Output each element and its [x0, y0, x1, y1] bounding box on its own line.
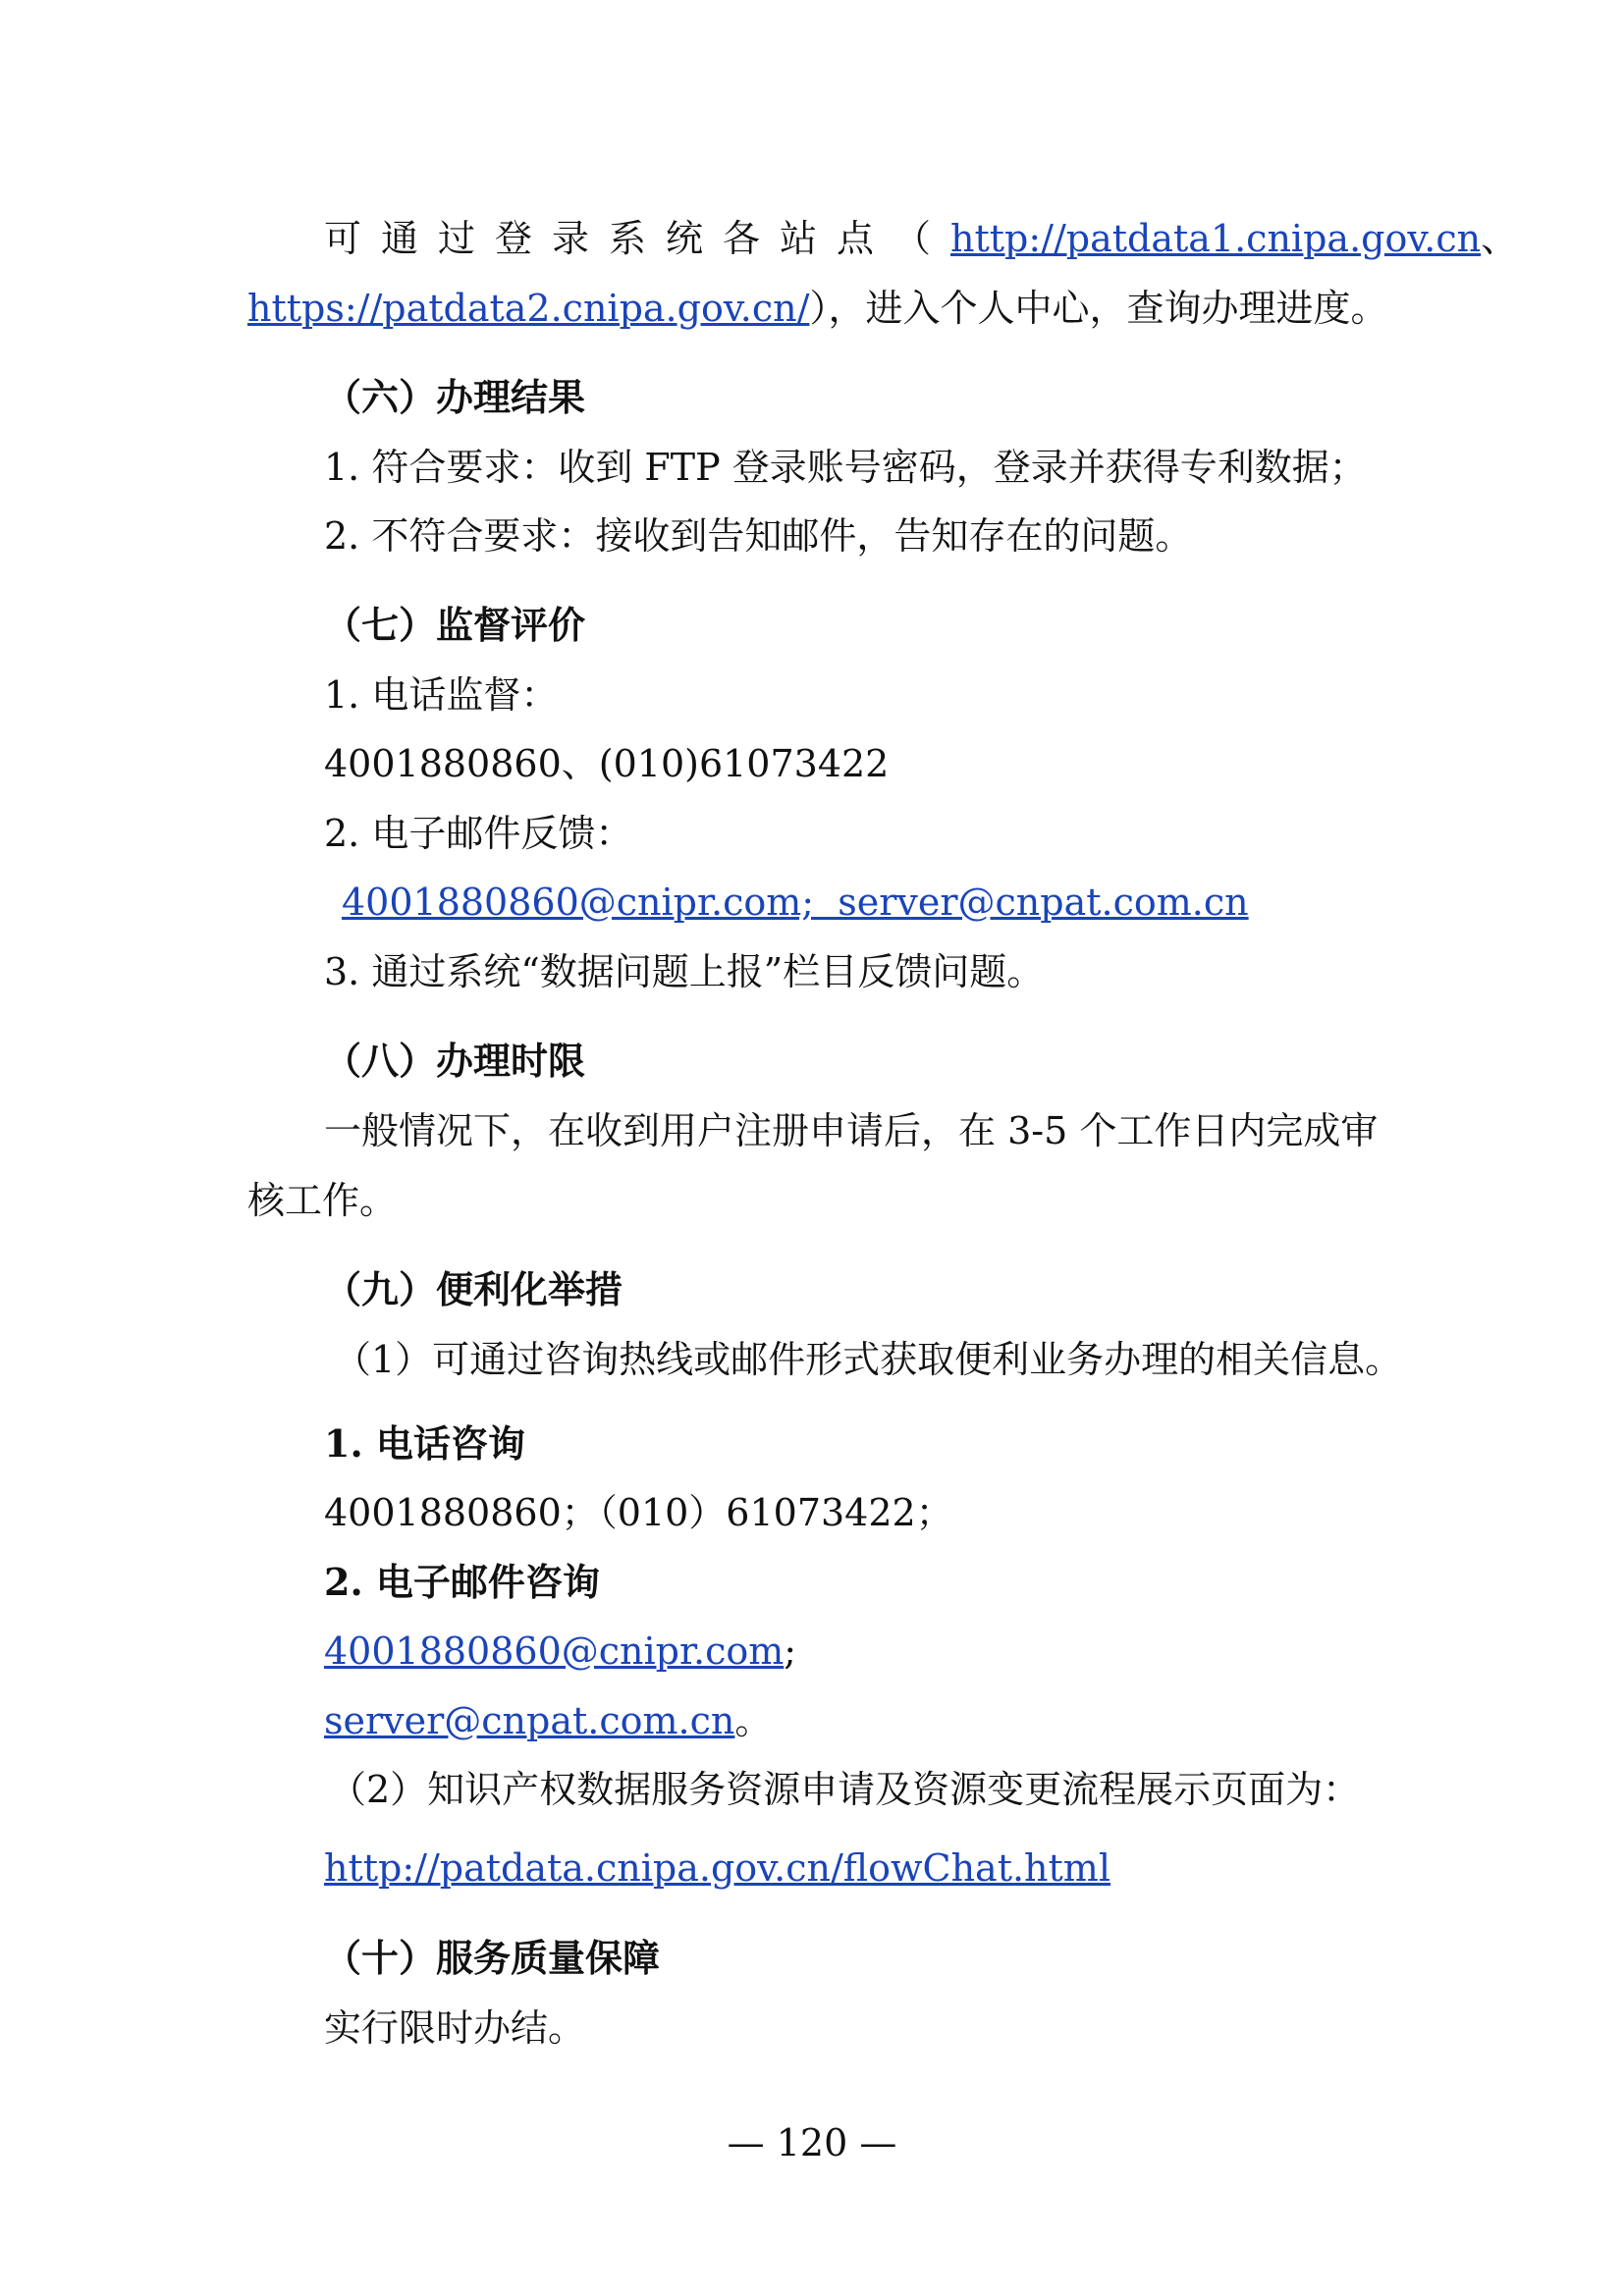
email-suffix-1: ;	[784, 1629, 797, 1673]
quality-text: 实行限时办结。	[324, 2006, 586, 2050]
system-report-item: 3. 通过系统“数据问题上报”栏目反馈问题。	[324, 950, 1045, 993]
phone-consult-values: 4001880860；（010）61073422；	[324, 1491, 953, 1534]
section-heading-time-limit: （八）办理时限	[324, 1039, 586, 1083]
phone-consult-heading: 1. 电话咨询	[324, 1421, 525, 1466]
progress-query-text-post: ），进入个人中心，查询办理进度。	[809, 287, 1388, 330]
progress-query-text-pre: 可通过登录系统各站点（	[324, 217, 951, 260]
flow-chart-line	[324, 1843, 1384, 1893]
email-consult-heading: 2. 电子邮件咨询	[324, 1560, 600, 1604]
progress-query-line-1	[324, 214, 1539, 263]
cnpat-email-link[interactable]: server@cnpat.com.cn	[324, 1699, 735, 1742]
result-item-1: 1. 符合要求：收到 FTP 登录账号密码，登录并获得专利数据；	[324, 446, 1367, 489]
section-heading-result: （六）办理结果	[324, 375, 586, 419]
page-number: — 120 —	[727, 2121, 897, 2164]
email-feedback-link[interactable]: 4001880860@cnipr.com; server@cnpat.com.cn	[342, 881, 1249, 924]
section-heading-convenience: （九）便利化举措	[324, 1267, 623, 1311]
flow-chart-link[interactable]: http://patdata.cnipa.gov.cn/flowChat.html	[324, 1846, 1110, 1890]
email-feedback-values	[342, 878, 1402, 927]
email-consult-line-2	[324, 1696, 1384, 1745]
cnipr-email-link[interactable]: 4001880860@cnipr.com	[324, 1629, 785, 1673]
section-heading-quality: （十）服务质量保障	[324, 1936, 661, 1980]
progress-query-separator: 、	[1481, 217, 1539, 260]
patdata2-link[interactable]: https://patdata2.cnipa.gov.cn/	[247, 287, 810, 330]
email-consult-line-1	[324, 1627, 1384, 1676]
result-item-2: 2. 不符合要求：接收到告知邮件，告知存在的问题。	[324, 514, 1193, 558]
phone-supervision-label: 1. 电话监督：	[324, 673, 559, 717]
email-suffix-2: 。	[734, 1699, 773, 1742]
convenience-item-2: （2）知识产权数据服务资源申请及资源变更流程展示页面为：	[329, 1768, 1361, 1811]
progress-query-line-2	[247, 284, 1388, 333]
section-heading-supervision: （七）监督评价	[324, 603, 586, 647]
email-feedback-label: 2. 电子邮件反馈：	[324, 812, 633, 855]
time-limit-line-1: 一般情况下，在收到用户注册申请后，在 3-5 个工作日内完成审	[324, 1109, 1379, 1152]
time-limit-line-2: 核工作。	[247, 1179, 398, 1222]
patdata1-link[interactable]: http://patdata1.cnipa.gov.cn	[950, 217, 1482, 260]
phone-supervision-values: 4001880860、(010)61073422	[324, 742, 890, 785]
convenience-item-1: （1）可通过咨询热线或邮件形式获取便利业务办理的相关信息。	[334, 1338, 1403, 1381]
